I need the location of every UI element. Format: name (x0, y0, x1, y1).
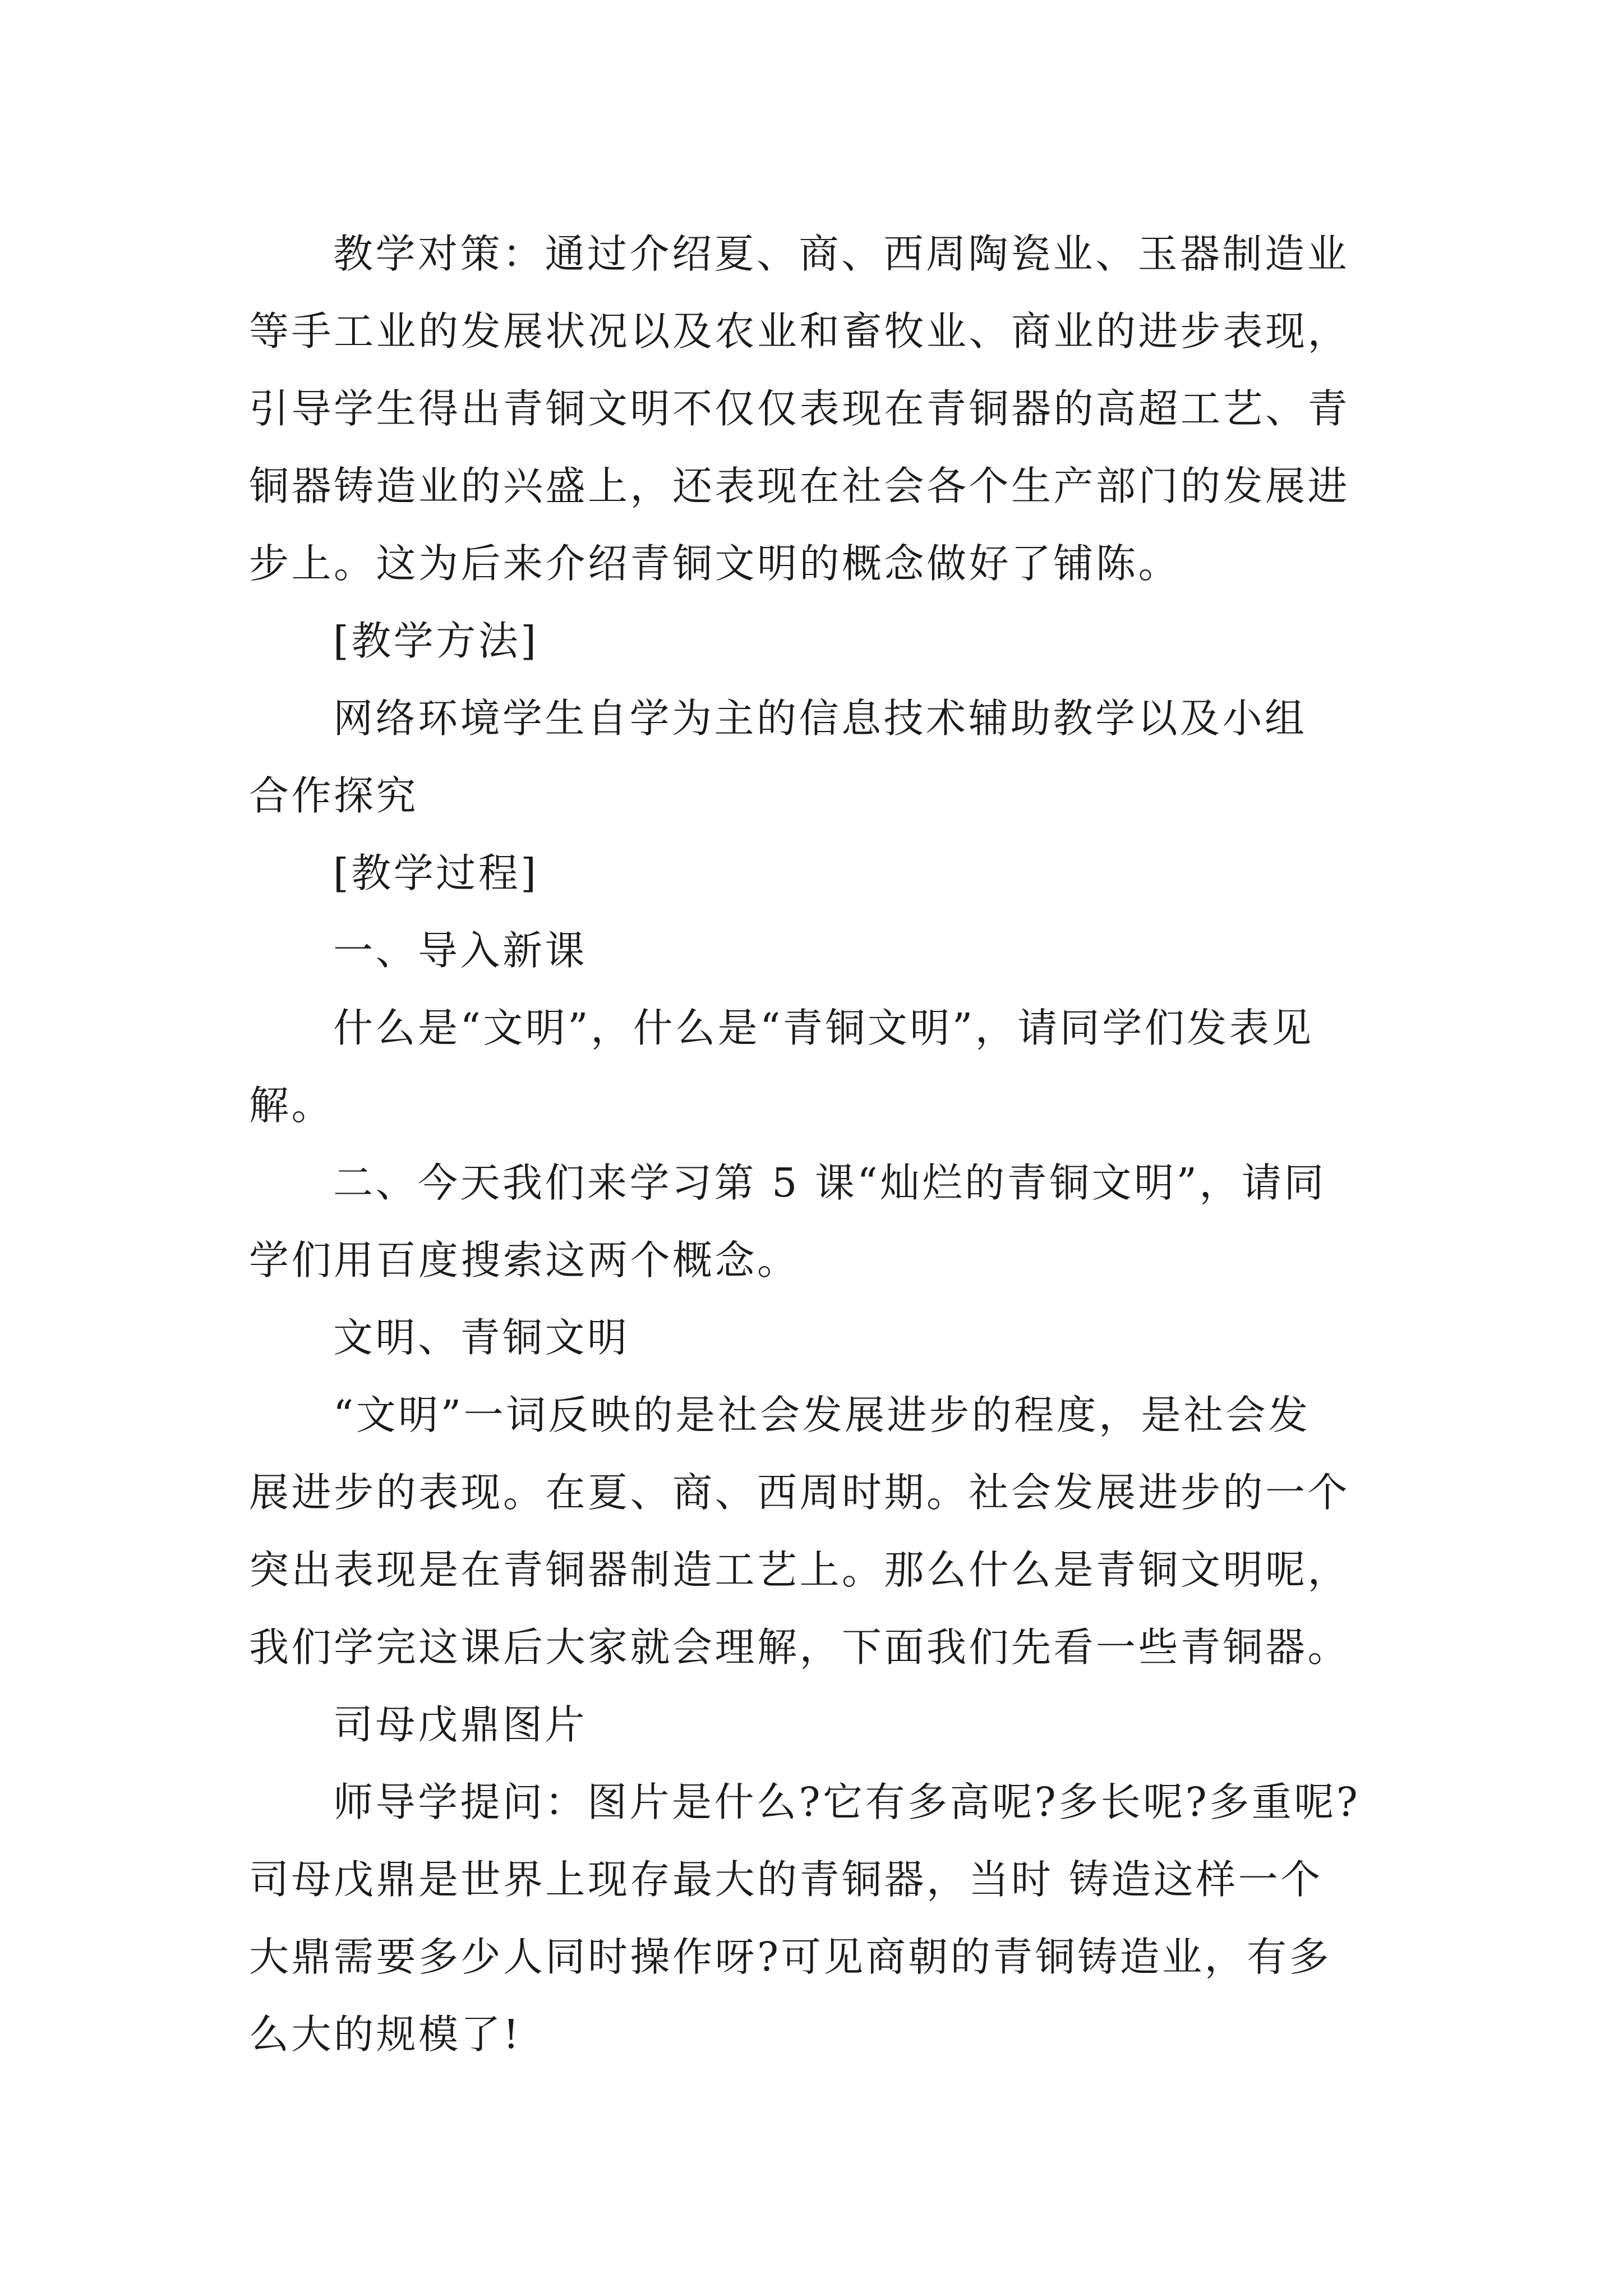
paragraph-line: 引导学生得出青铜文明不仅仅表现在青铜器的高超工艺、青 (249, 385, 1350, 432)
paragraph-line: 学们用百度搜索这两个概念。 (249, 1237, 800, 1283)
paragraph-line: 司母戊鼎图片 (333, 1701, 588, 1748)
paragraph-line: 二、今天我们来学习第 5 课“灿烂的青铜文明”，请同 (333, 1159, 1326, 1206)
paragraph-line: 师导学提问：图片是什么?它有多高呢?多长呢?多重呢? (333, 1779, 1361, 1825)
section-heading: [教学方法] (333, 618, 539, 664)
paragraph-line: 突出表现是在青铜器制造工艺上。那么什么是青铜文明呢， (249, 1547, 1350, 1593)
document-body (249, 215, 1399, 2073)
paragraph-line: 网络环境学生自学为主的信息技术辅助教学以及小组 (333, 695, 1307, 742)
paragraph-line: 展进步的表现。在夏、商、西周时期。社会发展进步的一个 (249, 1469, 1350, 1516)
paragraph-line: 步上。这为后来介绍青铜文明的概念做好了铺陈。 (249, 540, 1181, 587)
paragraph-line: 司母戊鼎是世界上现存最大的青铜器，当时 铸造这样一个 (249, 1856, 1323, 1903)
paragraph-line: 等手工业的发展状况以及农业和畜牧业、商业的进步表现， (249, 308, 1350, 355)
subsection-heading: 一、导入新课 (333, 927, 588, 974)
paragraph-line: 合作探究 (249, 772, 419, 819)
paragraph-line: 我们学完这课后大家就会理解，下面我们先看一些青铜器。 (249, 1624, 1350, 1671)
paragraph-line: 什么是“文明”，什么是“青铜文明”，请同学们发表见 (333, 1005, 1314, 1051)
paragraph-line: 铜器铸造业的兴盛上，还表现在社会各个生产部门的发展进 (249, 463, 1350, 509)
section-heading: [教学过程] (333, 850, 539, 896)
paragraph-line: 解。 (249, 1082, 334, 1129)
paragraph-line: “文明”一词反映的是社会发展进步的程度，是社会发 (333, 1392, 1311, 1438)
paragraph-line: 文明、青铜文明 (333, 1314, 630, 1361)
paragraph-line: 么大的规模了! (249, 2011, 522, 2058)
paragraph-line: 大鼎需要多少人同时操作呀?可见商朝的青铜铸造业，有多 (249, 1934, 1332, 1980)
paragraph-line: 教学对策：通过介绍夏、商、西周陶瓷业、玉器制造业 (333, 231, 1350, 277)
